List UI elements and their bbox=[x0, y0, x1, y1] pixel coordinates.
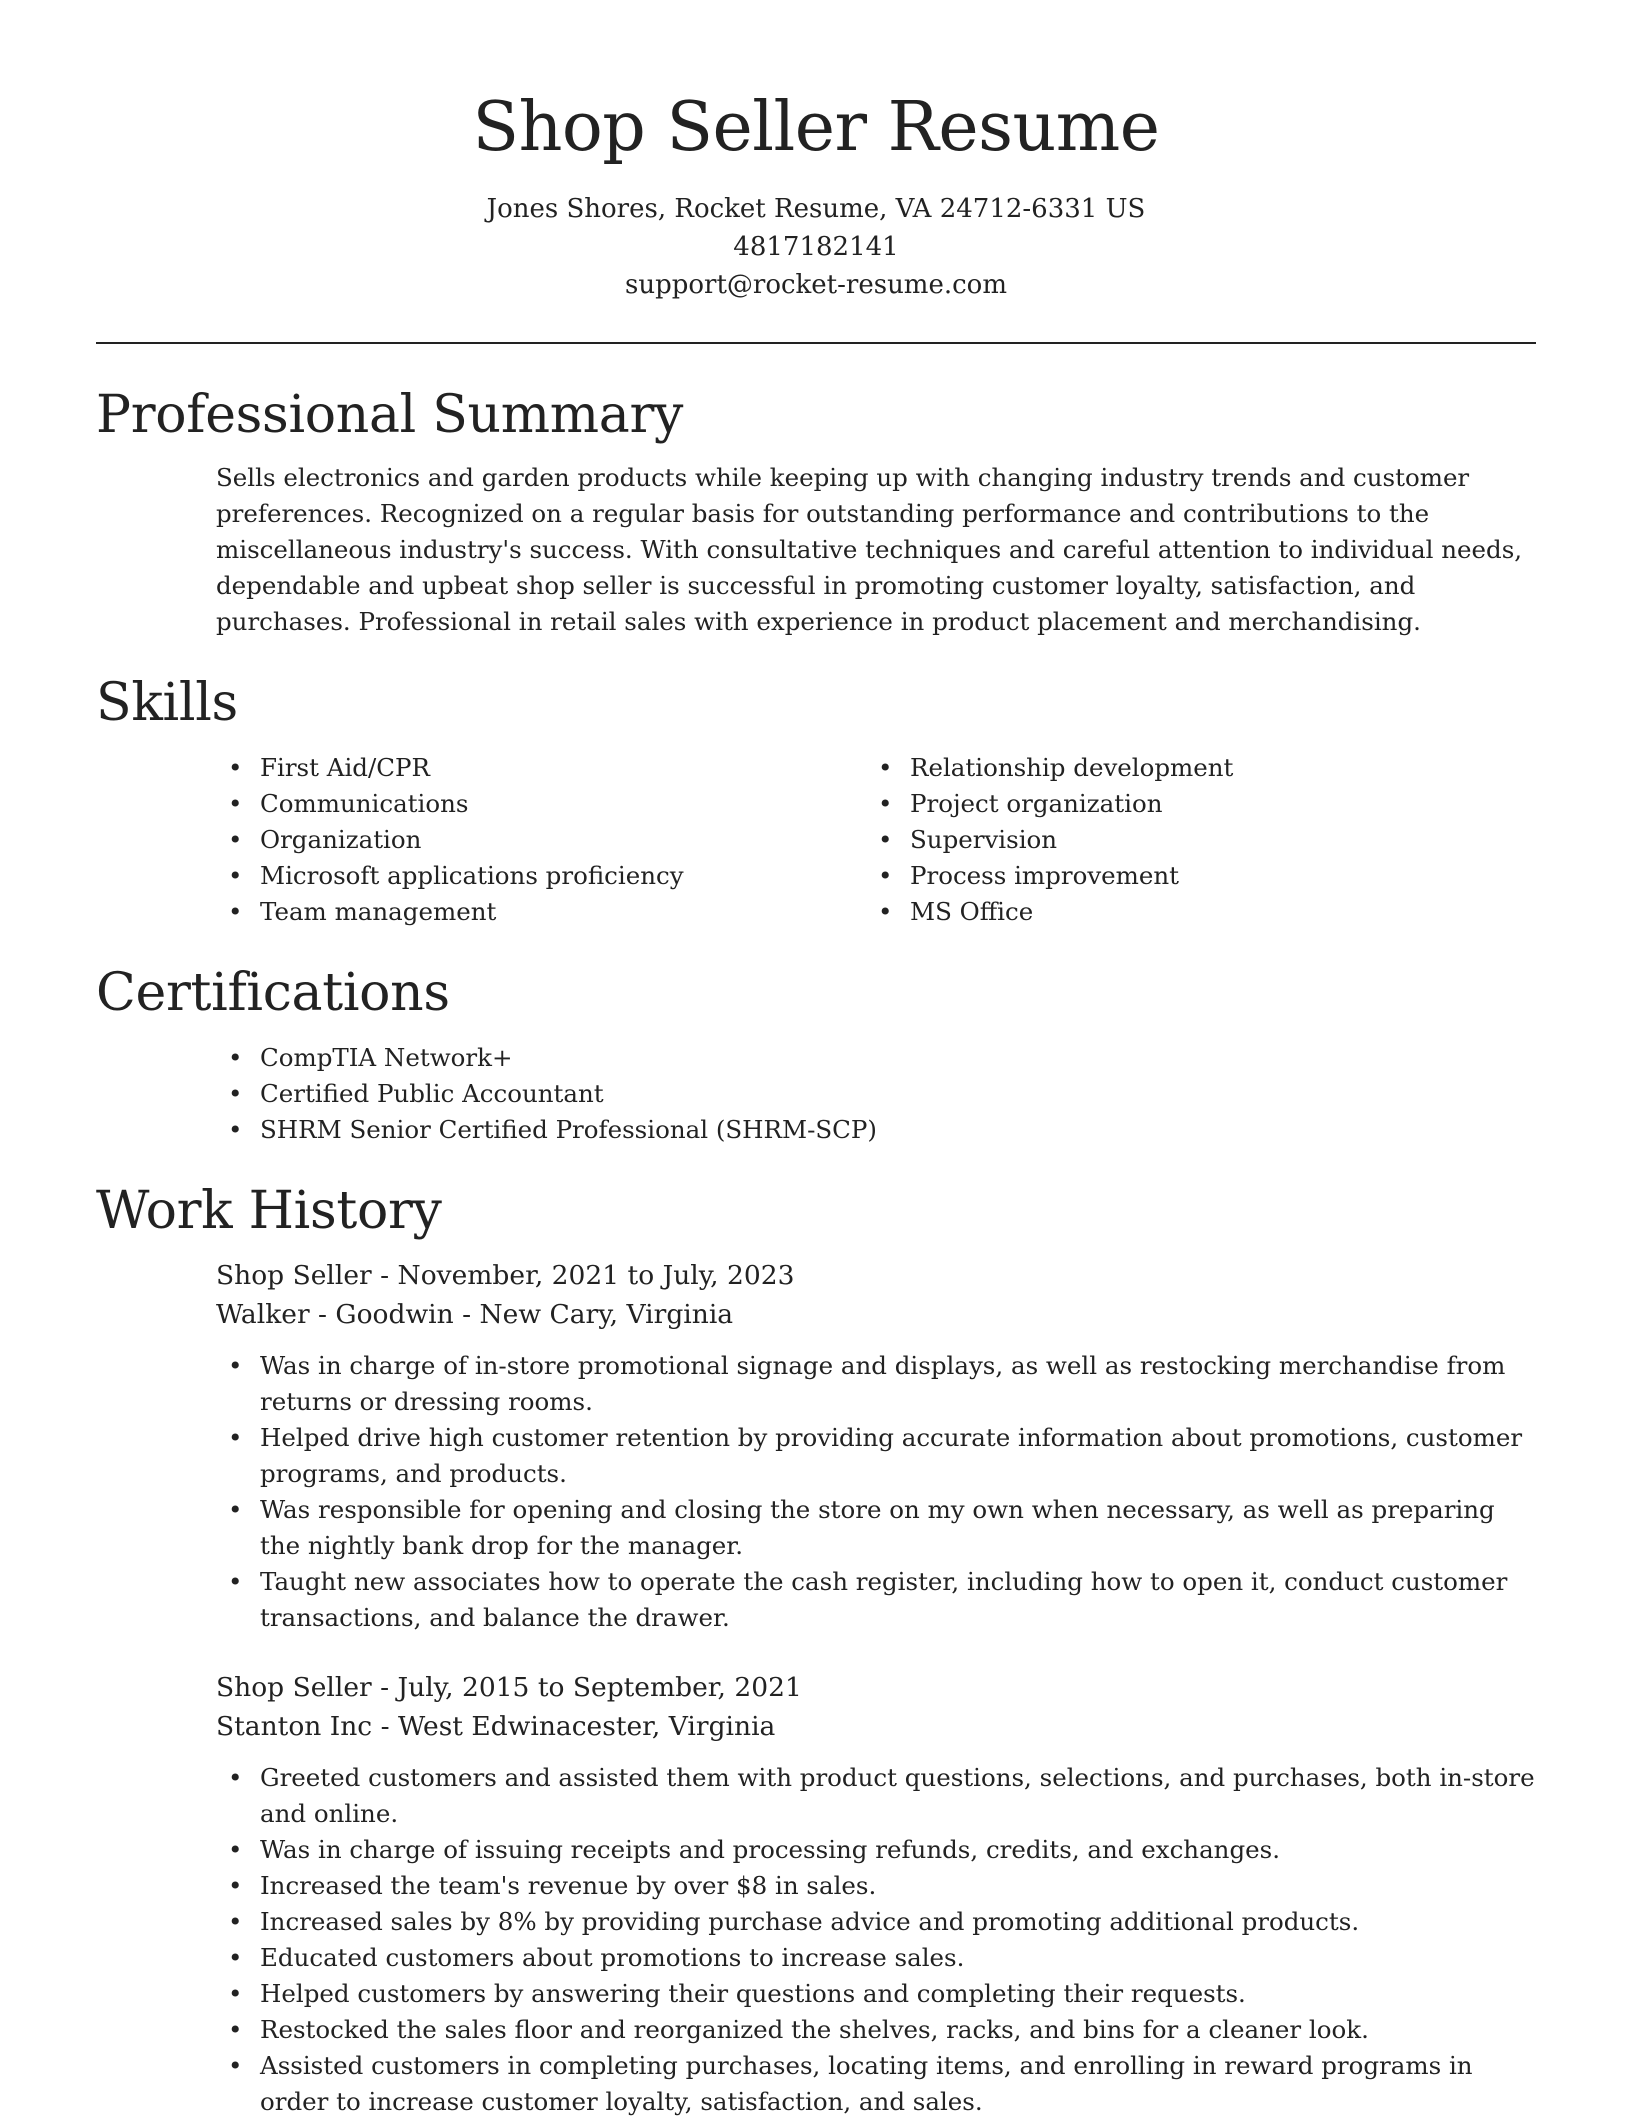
resume-body bbox=[96, 380, 1536, 2120]
summary-section bbox=[96, 380, 1536, 640]
skill-item: • Project organization bbox=[866, 786, 1516, 822]
skill-item: • Communications bbox=[216, 786, 866, 822]
job-entry bbox=[216, 1668, 1536, 2120]
skills-section bbox=[96, 668, 1536, 930]
contact-phone: 4817182141 bbox=[733, 232, 899, 262]
job-company: Walker - Goodwin bbox=[216, 1299, 454, 1330]
work-history-heading: Work History bbox=[96, 1181, 442, 1241]
skill-item: • Organization bbox=[216, 822, 866, 858]
job-bullet: • Assisted customers in completing purchases, locating items, and enrolling in reward programs in order to increase customer loyalty, satisfaction, and sales. bbox=[216, 2048, 1536, 2120]
job-title: Shop Seller bbox=[216, 1260, 372, 1291]
job-bullet: • Was responsible for opening and closing the store on my own when necessary, as well as preparing the nightly bank drop for the manager. bbox=[216, 1492, 1536, 1564]
certifications-section bbox=[96, 958, 1536, 1148]
job-title: Shop Seller bbox=[216, 1672, 372, 1703]
skill-item: • MS Office bbox=[866, 894, 1516, 930]
job-bullets bbox=[216, 1760, 1536, 2120]
certifications-list bbox=[216, 1040, 1536, 1148]
contact-email: support@rocket-resume.com bbox=[624, 270, 1007, 300]
job-title-line bbox=[216, 1256, 1536, 1295]
job-company-line bbox=[216, 1295, 1536, 1334]
job-bullets bbox=[216, 1348, 1536, 1636]
job-bullet: • Restocked the sales floor and reorganized the shelves, racks, and bins for a cleaner look. bbox=[216, 2012, 1536, 2048]
job-bullet: • Was in charge of in-store promotional signage and displays, as well as restocking merchandise from returns or dressing rooms. bbox=[216, 1348, 1536, 1420]
resume-title: Shop Seller Resume bbox=[472, 88, 1160, 167]
skills-list-right bbox=[866, 750, 1516, 930]
header-divider bbox=[96, 342, 1536, 344]
skill-item: • First Aid/CPR bbox=[216, 750, 866, 786]
contact-address: Jones Shores, Rocket Resume, VA 24712-6331 US bbox=[486, 194, 1146, 224]
job-bullet: • Educated customers about promotions to increase sales. bbox=[216, 1940, 1536, 1976]
certification-item: • Certified Public Accountant bbox=[216, 1076, 1536, 1112]
work-history-section bbox=[96, 1176, 1536, 2120]
skill-item: • Microsoft applications proficiency bbox=[216, 858, 866, 894]
summary-heading: Professional Summary bbox=[96, 385, 684, 445]
resume-header bbox=[0, 0, 1632, 304]
job-bullet: • Increased the team's revenue by over $8 in sales. bbox=[216, 1868, 1536, 1904]
job-bullet: • Taught new associates how to operate the cash register, including how to open it, conduct customer transactions, and balance the drawer. bbox=[216, 1564, 1536, 1636]
job-location: - West Edwinacester, Virginia bbox=[372, 1711, 776, 1742]
job-location: - New Cary, Virginia bbox=[453, 1299, 734, 1330]
skills-columns bbox=[216, 750, 1536, 930]
job-bullet: • Greeted customers and assisted them with product questions, selections, and purchases, both in-store and online. bbox=[216, 1760, 1536, 1832]
job-dates: - November, 2021 to July, 2023 bbox=[371, 1260, 795, 1291]
skill-item: • Process improvement bbox=[866, 858, 1516, 894]
certification-item: • CompTIA Network+ bbox=[216, 1040, 1536, 1076]
certifications-heading: Certifications bbox=[96, 963, 450, 1023]
job-bullet: • Helped drive high customer retention by providing accurate information about promotions, customer programs, and products. bbox=[216, 1420, 1536, 1492]
skill-item: • Team management bbox=[216, 894, 866, 930]
job-title-line bbox=[216, 1668, 1536, 1707]
summary-text: Sells electronics and garden products while keeping up with changing industry trends and customer preferences. Recognized on a regular basis for outstanding performance and contributions to the miscellaneous industry's success. With consultative techniques and careful attention to individual needs, dependable and upbeat shop seller is successful in promoting customer loyalty, satisfaction, and purchases. Professional in retail sales with experience in product placement and merchandising. bbox=[216, 463, 1523, 636]
contact-block bbox=[0, 190, 1632, 304]
job-dates: - July, 2015 to September, 2021 bbox=[371, 1672, 802, 1703]
job-bullet: • Was in charge of issuing receipts and processing refunds, credits, and exchanges. bbox=[216, 1832, 1536, 1868]
skill-item: • Supervision bbox=[866, 822, 1516, 858]
job-entry bbox=[216, 1256, 1536, 1636]
skill-item: • Relationship development bbox=[866, 750, 1516, 786]
job-bullet: • Helped customers by answering their questions and completing their requests. bbox=[216, 1976, 1536, 2012]
skills-heading: Skills bbox=[96, 673, 238, 733]
job-company-line bbox=[216, 1707, 1536, 1746]
job-company: Stanton Inc bbox=[216, 1711, 373, 1742]
certification-item: • SHRM Senior Certified Professional (SHRM-SCP) bbox=[216, 1112, 1536, 1148]
skills-list-left bbox=[216, 750, 866, 930]
job-bullet: • Increased sales by 8% by providing purchase advice and promoting additional products. bbox=[216, 1904, 1536, 1940]
